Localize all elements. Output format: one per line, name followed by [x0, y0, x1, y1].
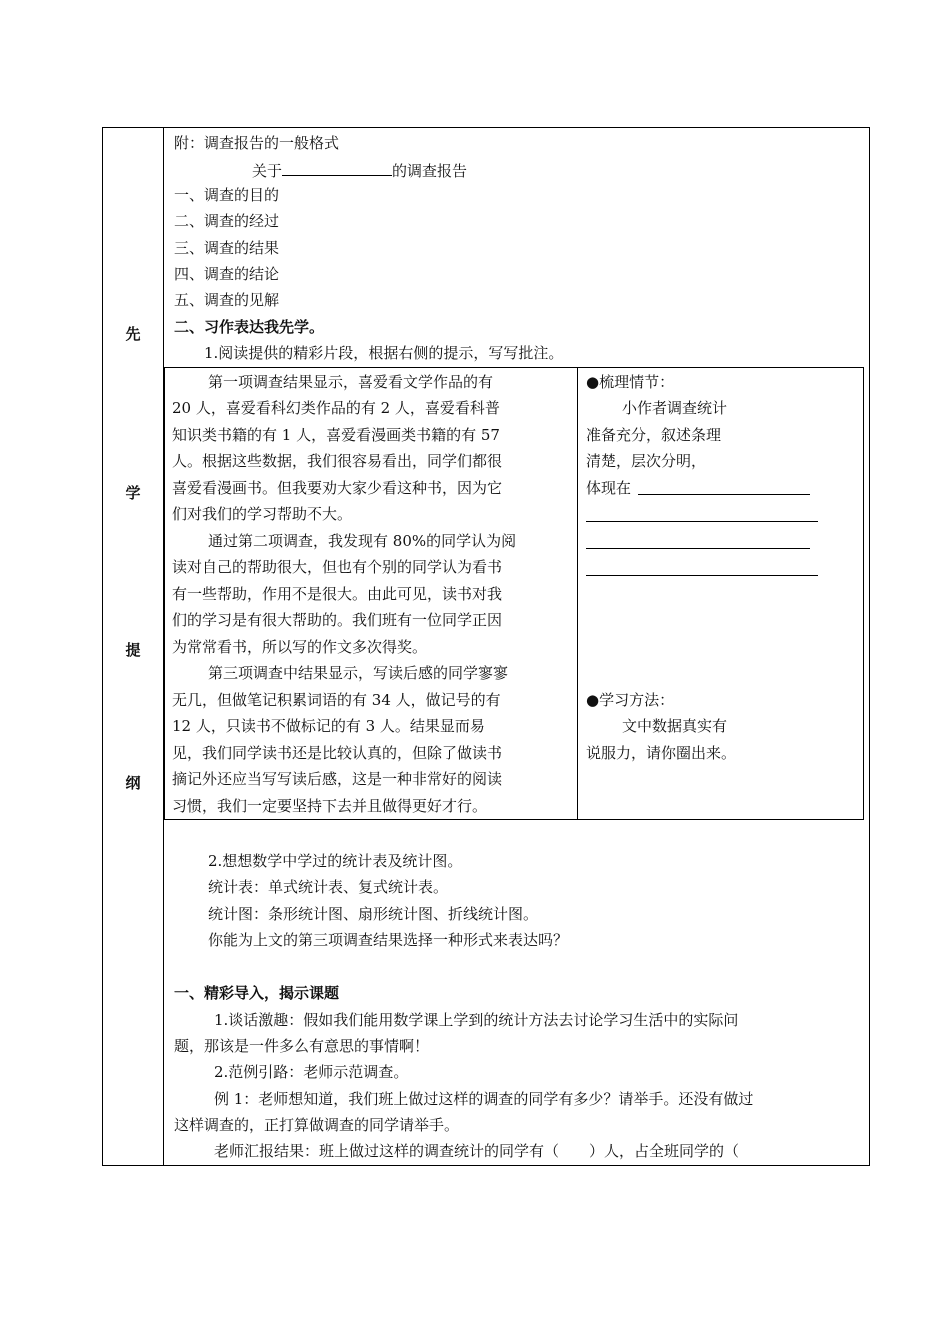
question-text: 你能为上文的第三项调查结果选择一种形式来表达吗？: [208, 931, 569, 949]
section2-heading: 二、习作表达我先学。: [174, 318, 325, 336]
example-line-2: 这样调查的，正打算做调查的同学请举手。: [174, 1116, 460, 1134]
passage-line: 读对自己的帮助很大，但也有个别的同学认为看书: [172, 558, 503, 576]
example-line-1: 例 1：老师想知道，我们班上做过这样的调查的同学有多少？请举手。还没有做过: [214, 1090, 754, 1108]
passage-line: 通过第二项调查，我发现有 80%的同学认为阅: [208, 532, 517, 550]
task1-text: 1.阅读提供的精彩片段，根据右侧的提示，写写批注。: [204, 344, 564, 362]
report-title: [252, 159, 467, 181]
answer-blank-line[interactable]: [638, 494, 810, 495]
charts-text: 统计图：条形统计图、扇形统计图、折线统计图。: [208, 905, 539, 923]
talk-line-1: 1.谈话激趣：假如我们能用数学课上学到的统计方法去讨论学习生活中的实际问: [214, 1011, 739, 1029]
report-blank: [282, 159, 392, 176]
passage-line: 第一项调查结果显示，喜爱看文学作品的有: [208, 373, 494, 391]
passage-line: 见，我们同学读书还是比较认真的，但除了做读书: [172, 744, 503, 762]
sidebar-char-1: 先: [125, 325, 141, 343]
passage-line: 们对我们的学习帮助不大。: [172, 505, 353, 523]
format-item: 四、调查的结论: [174, 265, 280, 283]
passage-line: 习惯，我们一定要坚持下去并且做得更好才行。: [172, 797, 488, 815]
sidebar-char-3: 提: [125, 641, 141, 659]
passage-line: 喜爱看漫画书。但我要劝大家少看这种书，因为它: [172, 479, 503, 497]
notes-line: 准备充分，叙述条理: [586, 426, 722, 444]
example-intro: 2.范例引路：老师示范调查。: [214, 1063, 409, 1081]
notes-line: 小作者调查统计: [622, 399, 728, 417]
column-divider: [577, 367, 578, 820]
task2-text: 2.想想数学中学过的统计表及统计图。: [208, 852, 463, 870]
sidebar-column: [102, 127, 164, 1166]
notes-heading-method: ●学习方法：: [586, 691, 675, 709]
section1-heading: 一、精彩导入，揭示课题: [174, 984, 340, 1002]
format-item: 一、调查的目的: [174, 186, 280, 204]
notes-line: 清楚，层次分明，: [586, 452, 707, 470]
notes-heading-plot: ●梳理情节：: [586, 373, 675, 391]
format-item: 二、调查的经过: [174, 212, 280, 230]
report-result-line: 老师汇报结果：班上做过这样的调查统计的同学有（ ）人，占全班同学的（: [214, 1142, 740, 1160]
passage-line: 为常常看书，所以写的作文多次得奖。: [172, 638, 428, 656]
notes-line: 说服力，请你圈出来。: [586, 744, 737, 762]
format-item: 五、调查的见解: [174, 291, 280, 309]
appendix-title: 附：调查报告的一般格式: [174, 134, 340, 152]
passage-line: 们的学习是有很大帮助的。我们班有一位同学正因: [172, 611, 503, 629]
notes-line: 体现在: [586, 479, 632, 497]
passage-line: 知识类书籍的有 1 人，喜爱看漫画类书籍的有 57: [172, 426, 500, 444]
passage-line: 有一些帮助，作用不是很大。由此可见，读书对我: [172, 585, 503, 603]
answer-blank-line[interactable]: [586, 548, 810, 549]
answer-blank-line[interactable]: [586, 575, 818, 576]
passage-line: 20 人，喜爱看科幻类作品的有 2 人，喜爱看科普: [172, 399, 500, 417]
sidebar-char-4: 纲: [125, 774, 141, 792]
passage-line: 摘记外还应当写写读后感，这是一种非常好的阅读: [172, 770, 503, 788]
format-item: 三、调查的结果: [174, 239, 280, 257]
answer-blank-line[interactable]: [586, 521, 818, 522]
tables-text: 统计表：单式统计表、复式统计表。: [208, 878, 449, 896]
passage-line: 无几，但做笔记积累词语的有 34 人，做记号的有: [172, 691, 501, 709]
report-prefix: 关于: [252, 162, 283, 180]
passage-line: 人。根据这些数据，我们很容易看出，同学们都很: [172, 452, 503, 470]
notes-line: 文中数据真实有: [622, 717, 728, 735]
sidebar-char-2: 学: [125, 484, 141, 502]
report-suffix: 的调查报告: [392, 162, 468, 180]
talk-line-2: 题，那该是一件多么有意思的事情啊！: [174, 1037, 430, 1055]
passage-line: 第三项调查中结果显示，写读后感的同学寥寥: [208, 664, 509, 682]
passage-line: 12 人，只读书不做标记的有 3 人。结果显而易: [172, 717, 485, 735]
